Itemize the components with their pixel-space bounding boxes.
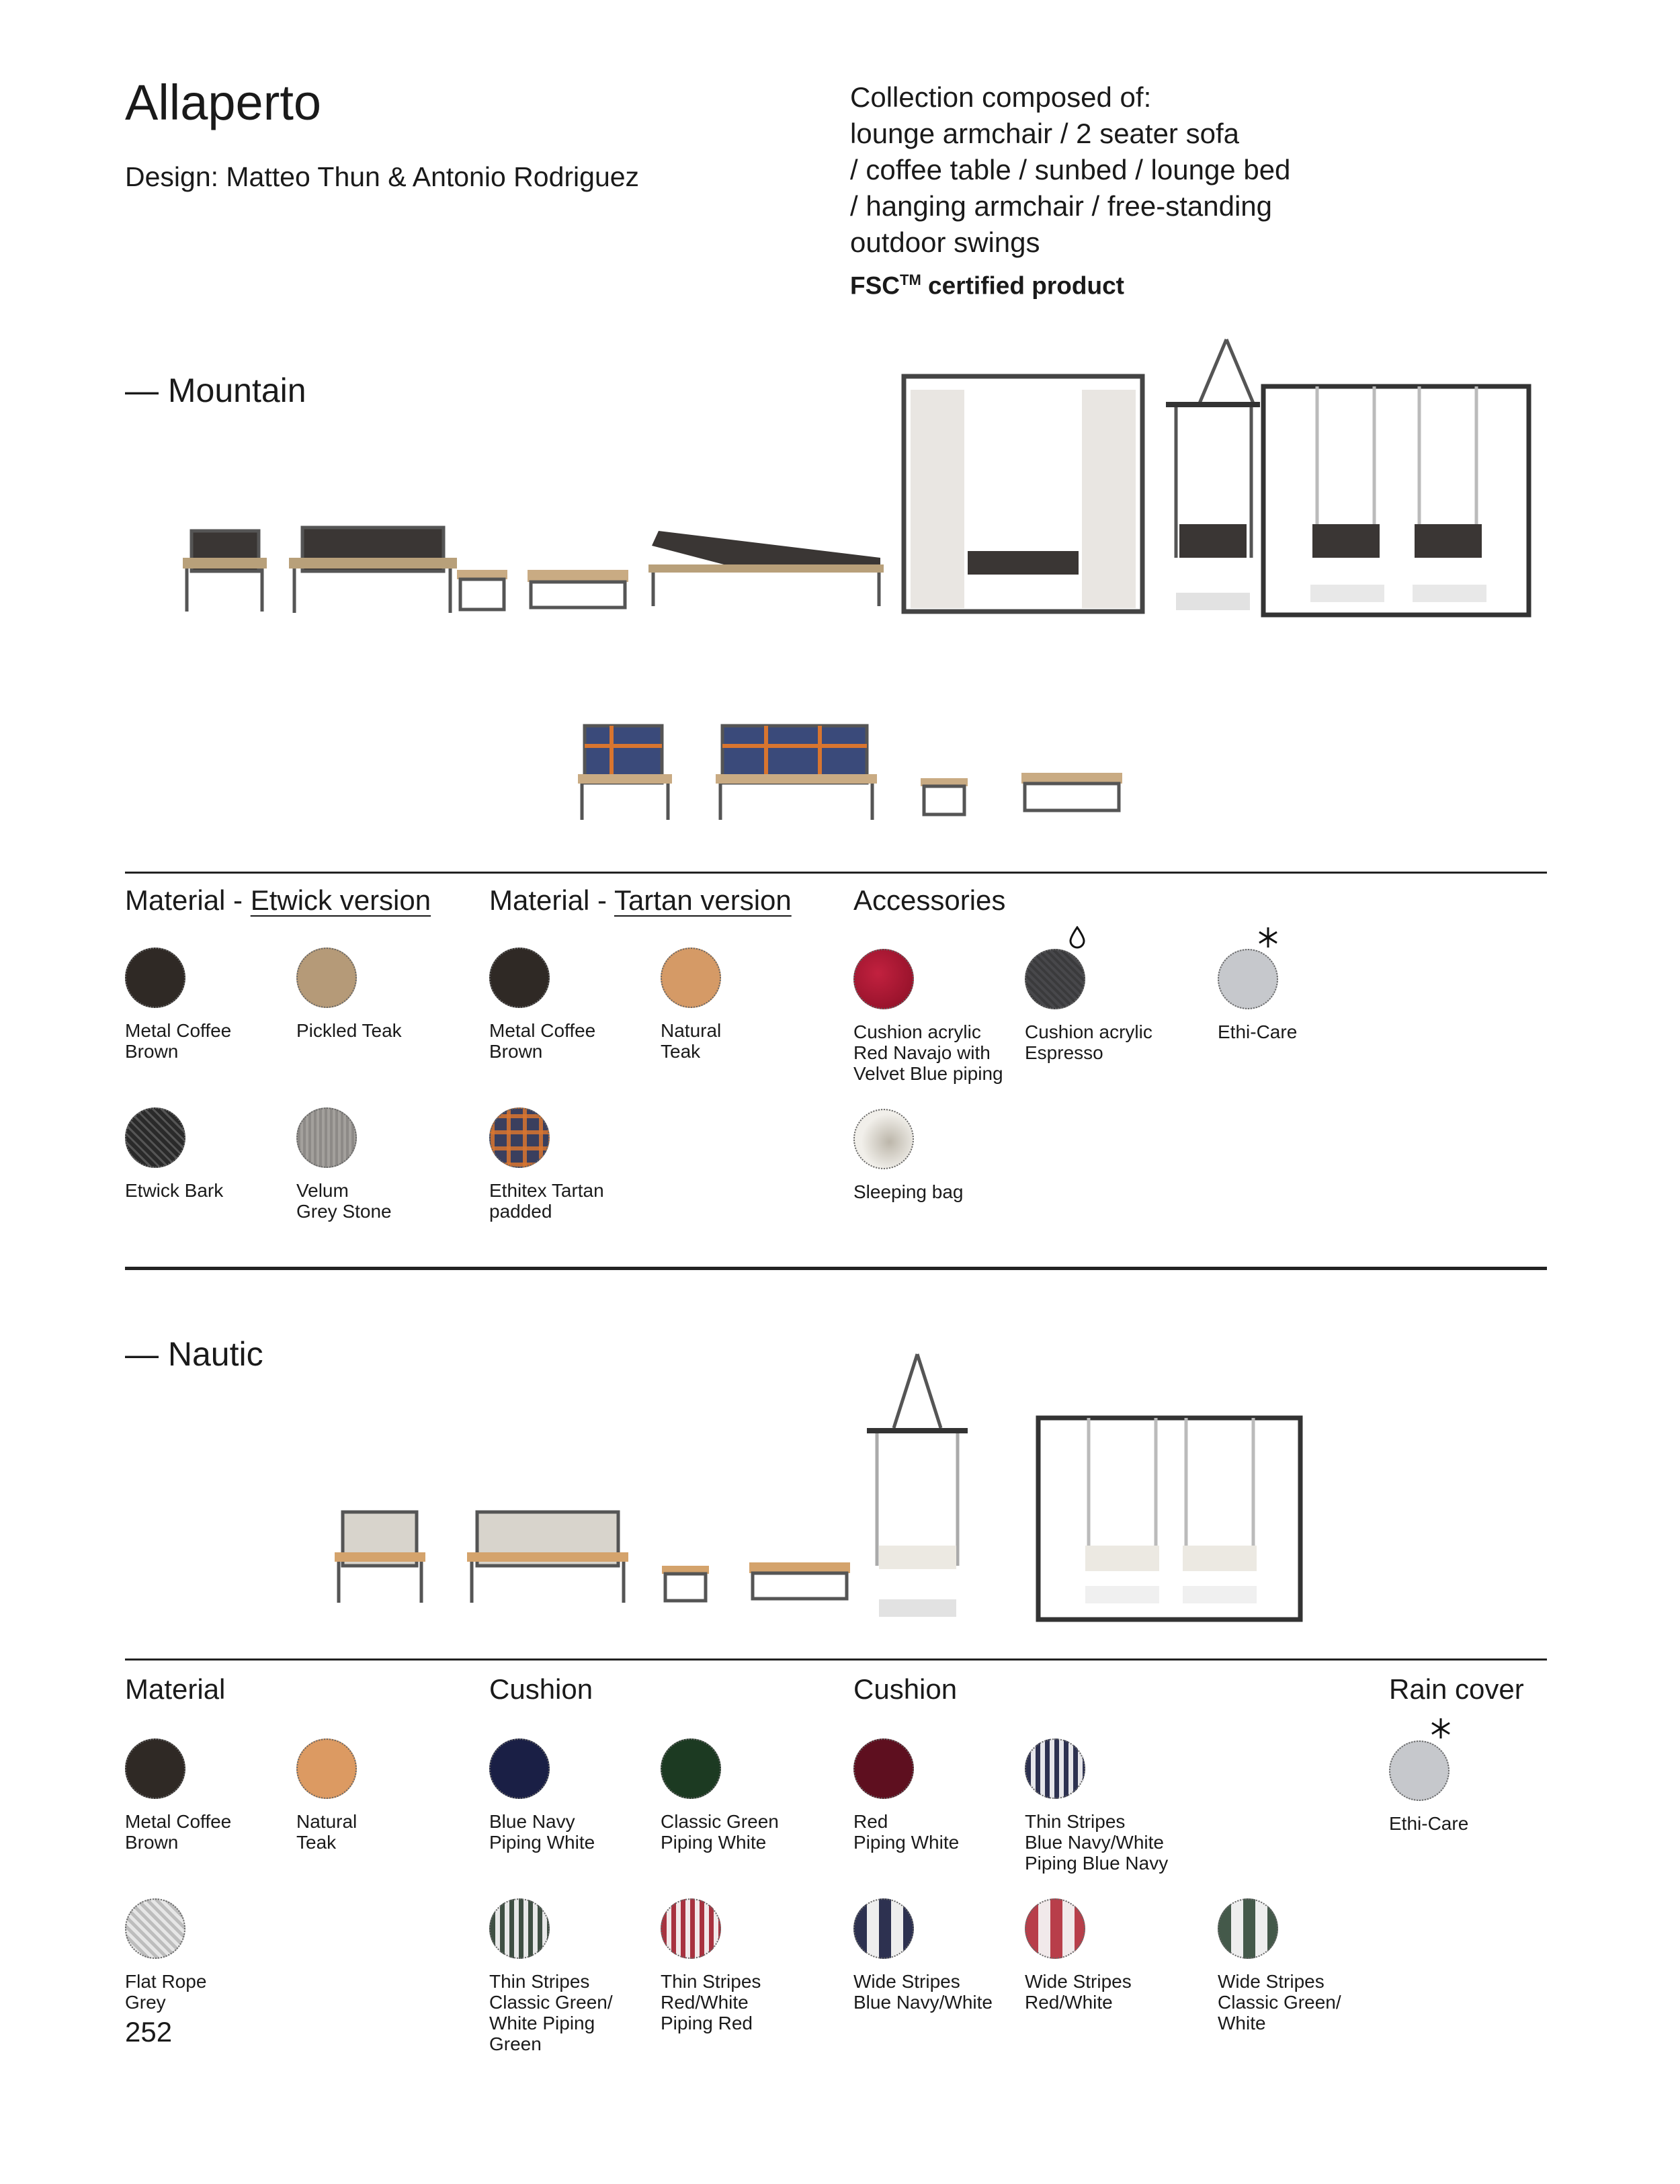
swatch-label: Ethi-Care: [1218, 1021, 1298, 1042]
swatch-wide-stripes-green: [1218, 1898, 1386, 2033]
swatch-label: Red Piping White: [853, 1811, 960, 1853]
swatch-metal-coffee-brown: [125, 1738, 293, 1853]
swatch-label: Thin Stripes Blue Navy/White Piping Blue Navy: [1025, 1811, 1169, 1874]
swatch-dot: [661, 1738, 721, 1799]
tartan-furniture-illustration: [571, 699, 1136, 833]
fsc-prefix: FSC: [850, 271, 900, 300]
swatch-dot: [1025, 1898, 1085, 1959]
swatch-dot: [296, 1738, 357, 1799]
heading-underlined: Tartan version: [614, 884, 792, 916]
swatch-dot: [1025, 1738, 1085, 1799]
section-title-nautic: — Nautic: [125, 1335, 263, 1373]
swatch-label: Etwick Bark: [125, 1180, 224, 1201]
swatch-label: Flat Rope Grey: [125, 1971, 207, 2013]
swatch-dot: [125, 1107, 185, 1168]
swatch-pickled-teak: [296, 948, 464, 1041]
swatch-label: Pickled Teak: [296, 1020, 402, 1041]
swatch-label: Thin Stripes Classic Green/ White Piping Green: [489, 1971, 613, 2054]
swatch-ethitex-tartan: [489, 1107, 657, 1222]
swatch-dot: [125, 948, 185, 1008]
swatch-dot: [853, 1738, 914, 1799]
swatch-dot: [1389, 1740, 1450, 1801]
swatch-classic-green: [661, 1738, 829, 1853]
collection-line: lounge armchair / 2 seater sofa: [850, 118, 1239, 149]
swatch-label: Sleeping bag: [853, 1181, 964, 1202]
collection-line: outdoor swings: [850, 226, 1040, 258]
swatch-dot: [1218, 1898, 1278, 1959]
heading-cushion: Cushion: [489, 1673, 593, 1705]
swatch-dot: [125, 1738, 185, 1799]
heading-material-etwick: [125, 884, 431, 917]
swatch-dot: [489, 1107, 550, 1168]
fsc-trademark: TM: [900, 271, 921, 288]
swatch-dot: [853, 1109, 914, 1169]
heading-material: Material: [125, 1673, 226, 1705]
swatch-label: Metal Coffee Brown: [125, 1020, 232, 1062]
fsc-suffix: certified product: [921, 271, 1124, 300]
swatch-dot: [853, 949, 914, 1009]
swatch-dot: [1025, 949, 1085, 1009]
swatch-label: Metal Coffee Brown: [125, 1811, 232, 1853]
nautic-furniture-illustration: [316, 1344, 1324, 1633]
swatch-label: Wide Stripes Red/White: [1025, 1971, 1132, 2013]
swatch-flat-rope-grey: [125, 1898, 293, 2013]
swatch-sleeping-bag: [853, 1109, 1021, 1202]
swatch-thin-stripes-navy: [1025, 1738, 1193, 1874]
swatch-natural-teak: [296, 1738, 464, 1853]
designer-credit: Design: Matteo Thun & Antonio Rodriguez: [125, 161, 640, 192]
swatch-thin-stripes-red: [661, 1898, 829, 2033]
heading-prefix: Material -: [125, 884, 251, 916]
heading-prefix: Material -: [489, 884, 614, 916]
swatch-label: Ethitex Tartan padded: [489, 1180, 604, 1222]
swatch-dot: [125, 1898, 185, 1959]
section-title-mountain: — Mountain: [125, 372, 306, 409]
swatch-dot: [661, 1898, 721, 1959]
collection-line: Collection composed of:: [850, 81, 1152, 113]
swatch-dot: [661, 948, 721, 1008]
page-number: 252: [125, 2016, 173, 2048]
heading-underlined: Etwick version: [250, 884, 431, 916]
swatch-blue-navy: [489, 1738, 657, 1853]
swatch-velum-grey-stone: [296, 1107, 464, 1222]
swatch-ethi-care: [1389, 1740, 1557, 1834]
heading-material-tartan: [489, 884, 792, 917]
swatch-label: Thin Stripes Red/White Piping Red: [661, 1971, 761, 2033]
swatch-label: Metal Coffee Brown: [489, 1020, 596, 1062]
divider: [125, 1658, 1547, 1661]
swatch-label: Velum Grey Stone: [296, 1180, 392, 1222]
swatch-label: Wide Stripes Classic Green/ White: [1218, 1971, 1341, 2033]
swatch-dot: [296, 948, 357, 1008]
heading-rain-cover: Rain cover: [1389, 1673, 1524, 1705]
swatch-label: Cushion acrylic Red Navajo with Velvet Blue piping: [853, 1021, 1003, 1084]
swatch-label: Natural Teak: [296, 1811, 358, 1853]
swatch-dot: [853, 1898, 914, 1959]
swatch-label: Blue Navy Piping White: [489, 1811, 595, 1853]
collection-line: / coffee table / sunbed / lounge bed: [850, 154, 1291, 185]
heading-accessories: Accessories: [853, 884, 1006, 916]
swatch-thin-stripes-green: [489, 1898, 657, 2054]
swatch-dot: [489, 1898, 550, 1959]
swatch-wide-stripes-navy: [853, 1898, 1021, 2013]
swatch-dot: [489, 1738, 550, 1799]
swatch-label: Cushion acrylic Espresso: [1025, 1021, 1152, 1063]
swatch-dot: [1218, 949, 1278, 1009]
swatch-label: Classic Green Piping White: [661, 1811, 779, 1853]
collection-description: [850, 79, 1361, 261]
swatch-label: Wide Stripes Blue Navy/White: [853, 1971, 993, 2013]
swatch-label: Natural Teak: [661, 1020, 722, 1062]
swatch-label: Ethi-Care: [1389, 1813, 1469, 1834]
swatch-metal-coffee-brown: [489, 948, 657, 1062]
swatch-dot: [489, 948, 550, 1008]
swatch-cushion-red-navajo: [853, 949, 1021, 1084]
divider: [125, 872, 1547, 874]
swatch-cushion-espresso: [1025, 949, 1193, 1063]
collection-line: / hanging armchair / free-standing: [850, 190, 1273, 222]
fsc-certification: [850, 271, 1124, 300]
swatch-etwick-bark: [125, 1107, 293, 1201]
swatch-natural-teak: [661, 948, 829, 1062]
heading-cushion: Cushion: [853, 1673, 958, 1705]
swatch-metal-coffee-brown: [125, 948, 293, 1062]
swatch-wide-stripes-red: [1025, 1898, 1193, 2013]
divider: [125, 1267, 1547, 1270]
swatch-ethi-care: [1218, 949, 1386, 1042]
mountain-furniture-illustration: [168, 329, 1546, 625]
swatch-dot: [296, 1107, 357, 1168]
page-title: Allaperto: [125, 75, 322, 130]
swatch-red: [853, 1738, 1021, 1853]
